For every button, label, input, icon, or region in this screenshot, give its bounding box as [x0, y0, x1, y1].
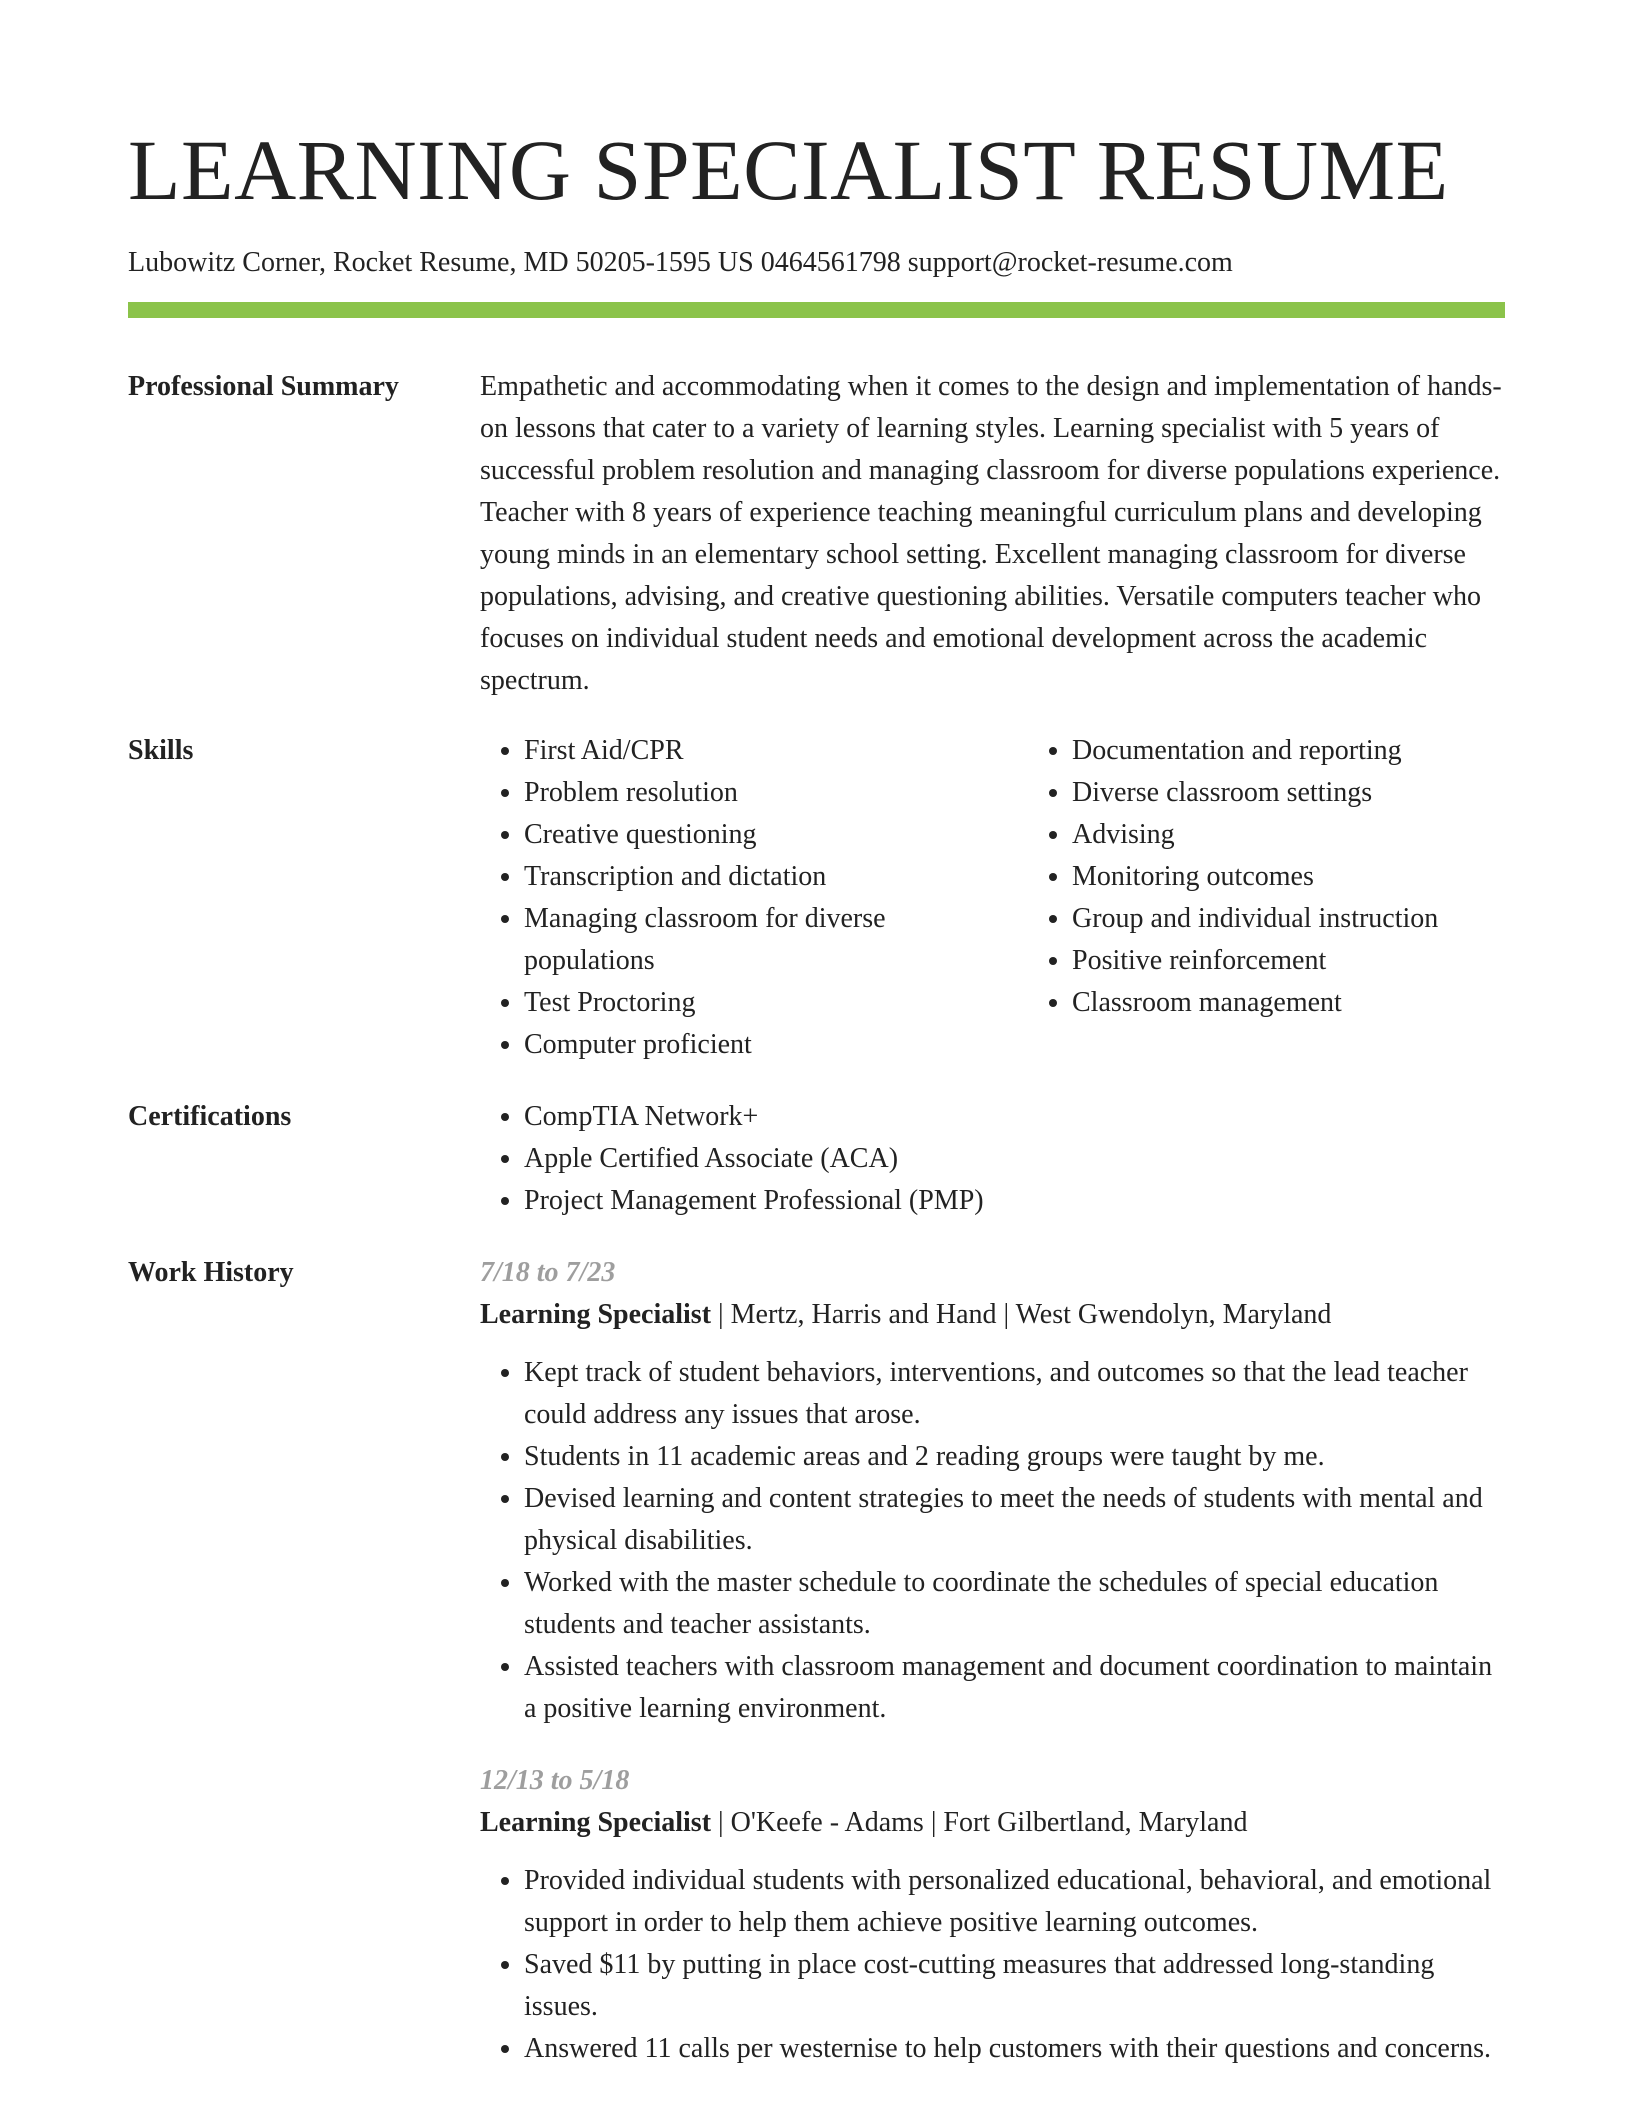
work-history-section	[128, 1252, 1505, 2070]
skills-section	[128, 730, 1505, 1066]
resume-title: LEARNING SPECIALIST RESUME	[128, 122, 1449, 218]
summary-section	[128, 366, 1505, 702]
contact-email[interactable]: support@rocket-resume.com	[907, 247, 1233, 278]
skill-item: • Positive reinforcement	[1072, 940, 1576, 982]
job-bullet: • Answered 11 calls per westernise to help customers with their questions and concerns.	[524, 2028, 1505, 2070]
job-bullet: • Saved $11 by putting in place cost-cutting measures that addressed long-standing issues.	[524, 1944, 1505, 2028]
certifications-heading: Certifications	[128, 1101, 292, 1132]
job-details: | O'Keefe - Adams | Fort Gilbertland, Maryland	[711, 1807, 1248, 1838]
certification-item: • Project Management Professional (PMP)	[524, 1180, 1505, 1222]
skill-item: • Creative questioning	[524, 814, 1028, 856]
job-bullet: • Provided individual students with personalized educational, behavioral, and emotional support in order to help them achieve positive learning outcomes.	[524, 1860, 1505, 1944]
skill-item: • Group and individual instruction	[1072, 898, 1576, 940]
contact-line	[128, 246, 1505, 280]
summary-content	[480, 366, 1505, 702]
skill-item: • Diverse classroom settings	[1072, 772, 1576, 814]
contact-phone: 0464561798	[760, 247, 901, 278]
skills-list-left	[480, 730, 1028, 1066]
job-title-line	[480, 1802, 1505, 1844]
job-title-line	[480, 1294, 1505, 1336]
certifications-section	[128, 1096, 1505, 1222]
header-divider	[128, 302, 1505, 318]
skill-item: • Test Proctoring	[524, 982, 1028, 1024]
job-bullet: • Kept track of student behaviors, interventions, and outcomes so that the lead teacher could address any issues that arose.	[524, 1352, 1505, 1436]
work-history-content	[480, 1252, 1505, 2070]
certifications-list	[480, 1096, 1505, 1222]
job-role: Learning Specialist	[480, 1299, 712, 1330]
certification-item: • CompTIA Network+	[524, 1096, 1505, 1138]
certification-item: • Apple Certified Associate (ACA)	[524, 1138, 1505, 1180]
skill-item: • Transcription and dictation	[524, 856, 1028, 898]
skill-item: • Documentation and reporting	[1072, 730, 1576, 772]
skills-heading: Skills	[128, 735, 194, 766]
work-history-heading: Work History	[128, 1257, 294, 1288]
skill-item: • First Aid/CPR	[524, 730, 1028, 772]
skill-item: • Monitoring outcomes	[1072, 856, 1576, 898]
skill-item: • Problem resolution	[524, 772, 1028, 814]
job-entry	[480, 1252, 1505, 1730]
job-bullet: • Worked with the master schedule to coordinate the schedules of special education students and teacher assistants.	[524, 1562, 1505, 1646]
contact-address: Lubowitz Corner, Rocket Resume, MD 50205-1595 US	[128, 247, 754, 278]
job-details: | Mertz, Harris and Hand | West Gwendolyn, Maryland	[711, 1299, 1332, 1330]
job-bullets	[480, 1860, 1505, 2070]
skills-list-right	[1028, 730, 1576, 1066]
summary-text: Empathetic and accommodating when it comes to the design and implementation of hands-on lessons that cater to a variety of learning styles. Learning specialist with 5 years of successful problem resolution and managing classroom for diverse populations experience. Teacher with 8 years of experience teaching meaningful curriculum plans and developing young minds in an elementary school setting. Excellent managing classroom for diverse populations, advising, and creative questioning abilities. Versatile computers teacher who focuses on individual student needs and emotional development across the academic spectrum.	[480, 371, 1502, 696]
skill-item: • Classroom management	[1072, 982, 1576, 1024]
skill-item: • Managing classroom for diverse populations	[524, 898, 1028, 982]
certifications-content	[480, 1096, 1505, 1222]
skills-content	[480, 730, 1505, 1066]
job-bullets	[480, 1352, 1505, 1730]
summary-heading: Professional Summary	[128, 371, 399, 402]
job-bullet: • Devised learning and content strategies to meet the needs of students with mental and physical disabilities.	[524, 1478, 1505, 1562]
job-entry	[480, 1760, 1505, 2070]
skill-item: • Computer proficient	[524, 1024, 1028, 1066]
job-bullet: • Students in 11 academic areas and 2 reading groups were taught by me.	[524, 1436, 1505, 1478]
job-dates: 12/13 to 5/18	[480, 1765, 630, 1796]
skill-item: • Advising	[1072, 814, 1576, 856]
job-bullet: • Assisted teachers with classroom management and document coordination to maintain a positive learning environment.	[524, 1646, 1505, 1730]
job-dates: 7/18 to 7/23	[480, 1257, 616, 1288]
job-role: Learning Specialist	[480, 1807, 712, 1838]
resume-page	[128, 0, 1505, 2070]
